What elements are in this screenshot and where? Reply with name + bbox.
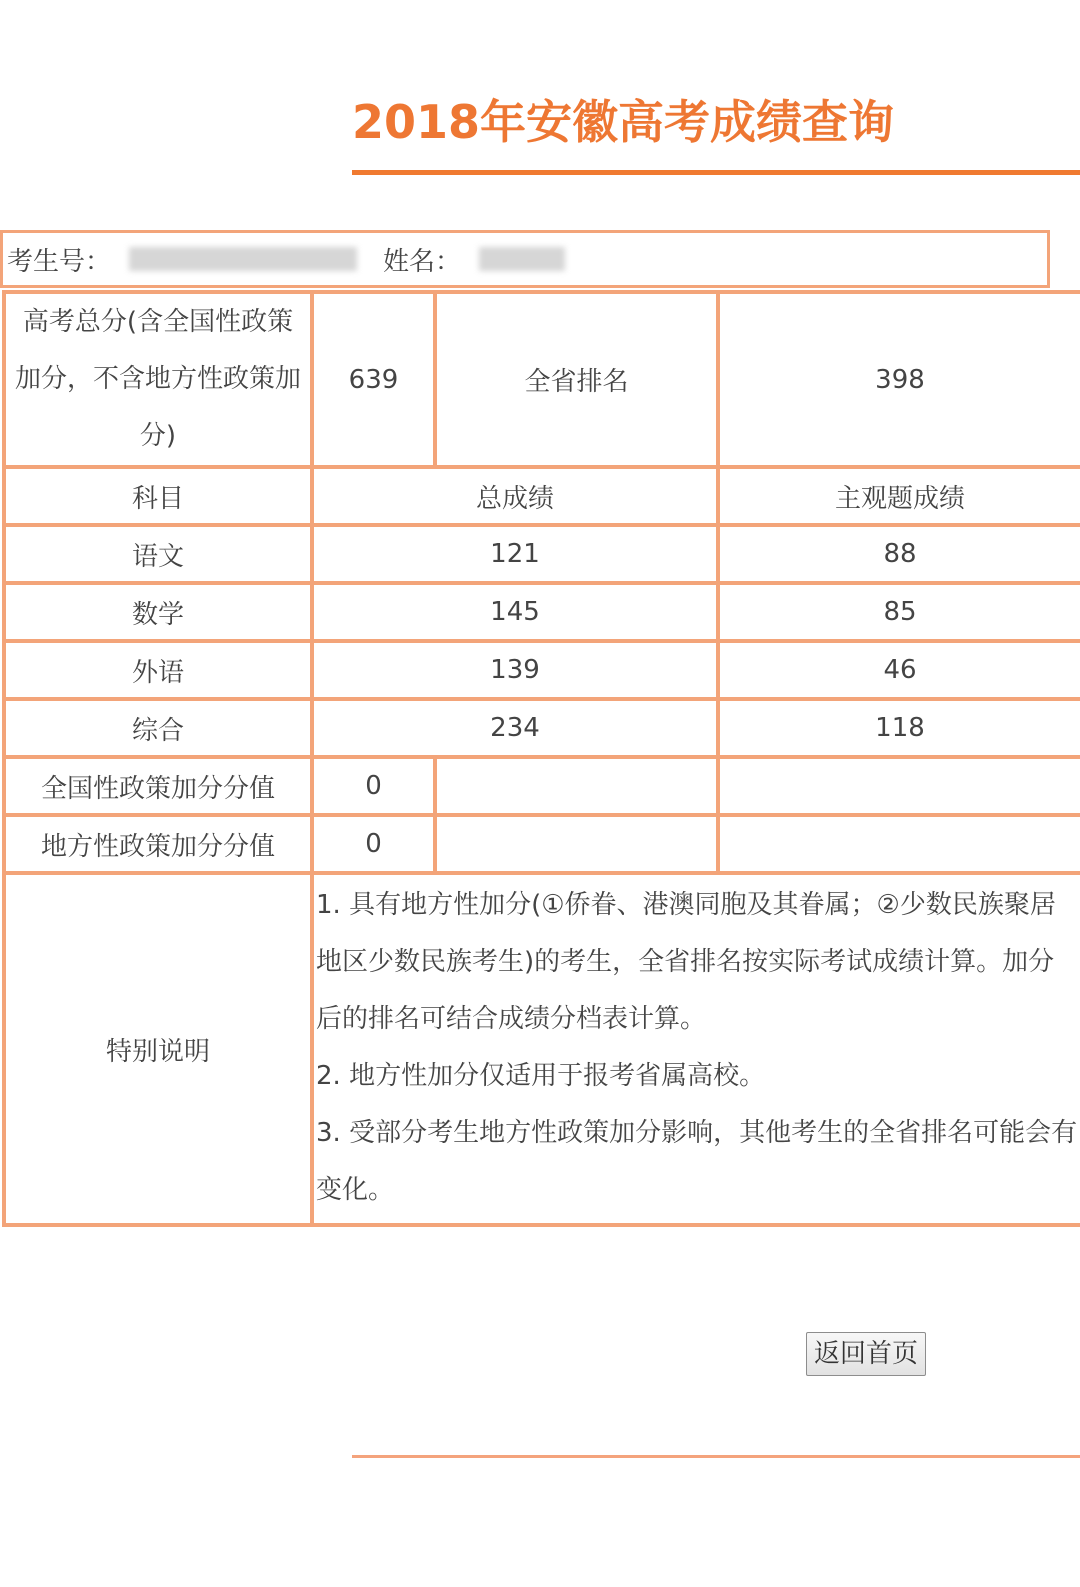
empty-cell bbox=[718, 757, 1080, 815]
candidate-id-label: 考生号： bbox=[7, 246, 112, 277]
subject-total-score: 145 bbox=[312, 583, 718, 641]
notes-label: 特别说明 bbox=[4, 873, 312, 1225]
total-score-value: 639 bbox=[312, 292, 435, 467]
subject-total-score: 139 bbox=[312, 641, 718, 699]
candidate-id-redacted bbox=[129, 247, 357, 271]
empty-cell bbox=[435, 757, 718, 815]
subject-subjective-score: 46 bbox=[718, 641, 1080, 699]
subject-subjective-score: 88 bbox=[718, 525, 1080, 583]
column-header-subjective: 主观题成绩 bbox=[718, 467, 1080, 525]
national-bonus-row bbox=[4, 757, 1080, 815]
title-divider bbox=[352, 170, 1080, 175]
subject-total-score: 121 bbox=[312, 525, 718, 583]
subject-name: 综合 bbox=[4, 699, 312, 757]
province-rank-value: 398 bbox=[718, 292, 1080, 467]
local-bonus-label: 地方性政策加分分值 bbox=[4, 815, 312, 873]
subject-name: 外语 bbox=[4, 641, 312, 699]
table-row bbox=[4, 641, 1080, 699]
page-title: 2018年安徽高考成绩查询 bbox=[352, 95, 895, 149]
national-bonus-value: 0 bbox=[312, 757, 435, 815]
column-header-total: 总成绩 bbox=[312, 467, 718, 525]
footer-divider bbox=[352, 1455, 1080, 1458]
note-item: 2. 地方性加分仅适用于报考省属高校。 bbox=[316, 1061, 766, 1091]
national-bonus-label: 全国性政策加分分值 bbox=[4, 757, 312, 815]
total-score-label: 高考总分(含全国性政策加分，不含地方性政策加分) bbox=[4, 292, 312, 467]
table-header-row bbox=[4, 467, 1080, 525]
table-row bbox=[4, 525, 1080, 583]
subject-subjective-score: 118 bbox=[718, 699, 1080, 757]
total-score-row bbox=[4, 292, 1080, 467]
subject-total-score: 234 bbox=[312, 699, 718, 757]
local-bonus-row bbox=[4, 815, 1080, 873]
empty-cell bbox=[718, 815, 1080, 873]
subject-name: 语文 bbox=[4, 525, 312, 583]
notes-content bbox=[312, 873, 1080, 1225]
local-bonus-value: 0 bbox=[312, 815, 435, 873]
column-header-subject: 科目 bbox=[4, 467, 312, 525]
score-table bbox=[2, 290, 1080, 1227]
table-row bbox=[4, 583, 1080, 641]
subject-subjective-score: 85 bbox=[718, 583, 1080, 641]
return-home-button[interactable]: 返回首页 bbox=[806, 1332, 926, 1376]
table-row bbox=[4, 699, 1080, 757]
province-rank-label: 全省排名 bbox=[435, 292, 718, 467]
candidate-name-redacted bbox=[479, 247, 565, 271]
note-item: 3. 受部分考生地方性政策加分影响，其他考生的全省排名可能会有变化。 bbox=[316, 1118, 1078, 1205]
empty-cell bbox=[435, 815, 718, 873]
notes-row bbox=[4, 873, 1080, 1225]
subject-name: 数学 bbox=[4, 583, 312, 641]
note-item: 1. 具有地方性加分(①侨眷、港澳同胞及其眷属；②少数民族聚居地区少数民族考生)的考生，全省排名按实际考试成绩计算。加分后的排名可结合成绩分档表计算。 bbox=[316, 890, 1056, 1034]
candidate-name-label: 姓名： bbox=[383, 246, 462, 277]
candidate-info-row bbox=[0, 230, 1050, 288]
